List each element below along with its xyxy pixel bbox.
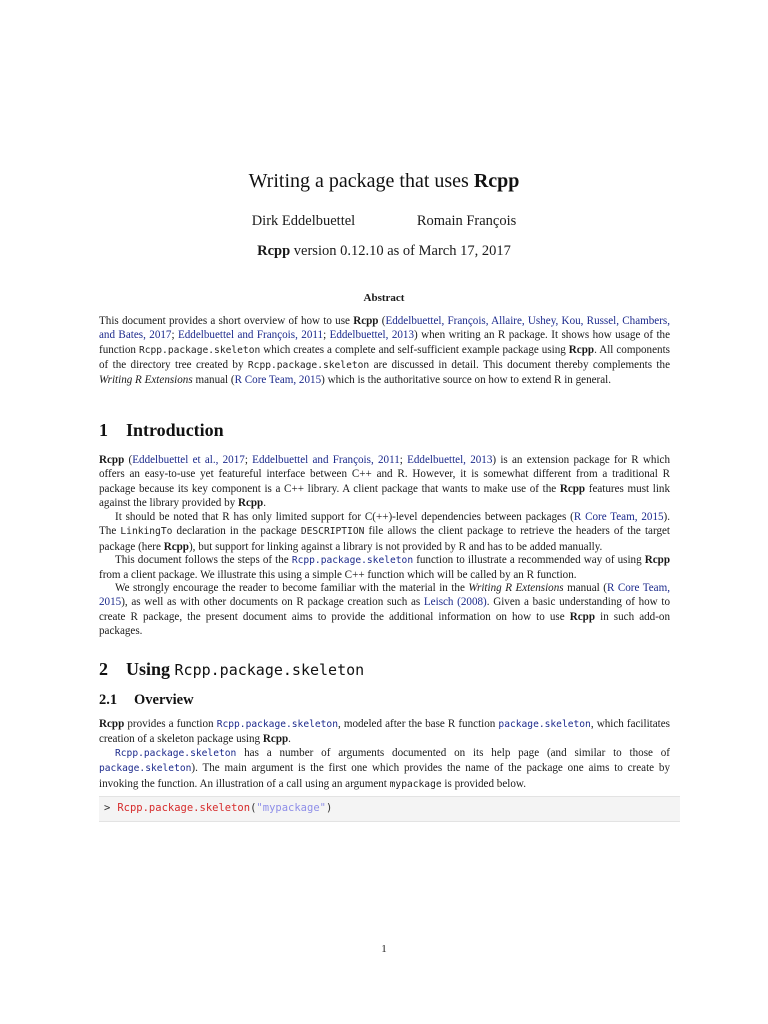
intro-paragraph-4: We strongly encourage the reader to become familiar with the material in the Writing R Extensions manual (R Core Team, 2015), as well as with other documents on R package creation such as Leisch (2008). Given a basic understanding of how to create R package, the present document aims to provide the additional information on how to use Rcpp in such add-on packages. [99,582,671,637]
citation-link[interactable]: R Core Team, 2015 [99,582,670,609]
abstract-heading: Abstract [363,292,405,304]
citation-link[interactable]: Eddelbuettel et al., 2017 [132,454,245,466]
citation-link[interactable]: Eddelbuettel, 2013 [407,454,493,466]
inline-code-link[interactable]: Rcpp.package.skeleton [291,555,414,566]
version-line: Rcpp version 0.12.10 as of March 17, 2017 [257,243,511,259]
code-string: "mypackage" [256,802,326,814]
author-list [0,213,768,230]
inline-code: Rcpp.package.skeleton [247,359,370,371]
citation-link[interactable]: Eddelbuettel and François, 2011 [177,329,324,342]
code-function: Rcpp.package.skeleton [117,802,251,814]
overview-paragraph-2: Rcpp.package.skeleton has a number of arguments documented on its help page (and similar to those of package.skeleton). The main argument is the first one which provides the name of the package one aims to create by invoking the function. An illustration of a call using an argument mypackage is provided below. [99,747,671,790]
overview-paragraph-1: Rcpp provides a function Rcpp.package.skeleton, modeled after the base R function package.skeleton, which facilitates creation of a skeleton package using Rcpp. [99,718,670,746]
citation-link[interactable]: Eddelbuettel, François, Allaire, Ushey, Kou, Russel, Chambers, and Bates, 2017 [99,315,671,342]
author-1: Dirk Eddelbuettel [251,213,356,229]
paper-title: Writing a package that uses Rcpp [248,170,520,192]
inline-code: LinkingTo [120,526,173,538]
inline-code-link[interactable]: Rcpp.package.skeleton [216,719,338,730]
citation-link[interactable]: R Core Team, 2015 [234,374,322,387]
author-2: Romain François [416,213,517,229]
code-block: > Rcpp.package.skeleton("mypackage") [99,796,680,822]
code-prompt: > [104,802,111,814]
section-1-heading: 1 Introduction [99,420,224,440]
section-2-heading: 2 Using Rcpp.package.skeleton [99,659,365,679]
inline-code-link[interactable]: package.skeleton [498,719,591,730]
citation-link[interactable]: Leisch (2008) [423,596,487,609]
intro-paragraph-2: It should be noted that R has only limited support for C(++)-level dependencies between packages (R Core Team, 2015). The LinkingTo declaration in the package DESCRIPTION file allows the client package to retrieve the headers of the target package (here Rcpp), but support for linking against a library is not provided by R and has to be added manually. [99,511,671,553]
inline-code: DESCRIPTION [300,526,365,538]
citation-link[interactable]: R Core Team, 2015 [573,511,664,523]
inline-code-link[interactable]: package.skeleton [99,763,192,775]
citation-link[interactable]: Eddelbuettel, 2013 [329,329,415,342]
inline-code: mypackage [389,778,442,790]
page-number: 1 [381,943,387,955]
abstract-text: This document provides a short overview of how to use Rcpp (Eddelbuettel, François, Allaire, Ushey, Kou, Russel, Chambers, and Bates, 2017; Eddelbuettel and François, 2011; Eddelbuettel, 2013) when writing an R package. It shows how usage of the function Rcpp.package.skeleton which creates a complete and self-sufficient example package using Rcpp. All components of the directory tree created by Rcpp.package.skeleton are discussed in detail. This document thereby complements the Writing R Extensions manual (R Core Team, 2015) which is the authoritative source on how to extend R in general. [99,315,671,387]
inline-code-link[interactable]: Rcpp.package.skeleton [115,748,237,759]
subsection-2-1-heading: 2.1 Overview [99,692,194,708]
intro-paragraph-1: Rcpp (Eddelbuettel et al., 2017; Eddelbuettel and François, 2011; Eddelbuettel, 2013) is an extension package for R which offers an easy-to-use yet featureful interface between C++ and R. However, it is somewhat different from a traditional R package because its key component is a C++ library. A client package that wants to make use of the Rcpp features must link against the library provided by Rcpp. [99,454,671,509]
citation-link[interactable]: Eddelbuettel and François, 2011 [252,454,400,466]
inline-code: Rcpp.package.skeleton [138,344,261,356]
intro-paragraph-3: This document follows the steps of the Rcpp.package.skeleton function to illustrate a recommended way of using Rcpp from a client package. We illustrate this using a simple C++ function which will be called by an R function. [99,554,670,582]
